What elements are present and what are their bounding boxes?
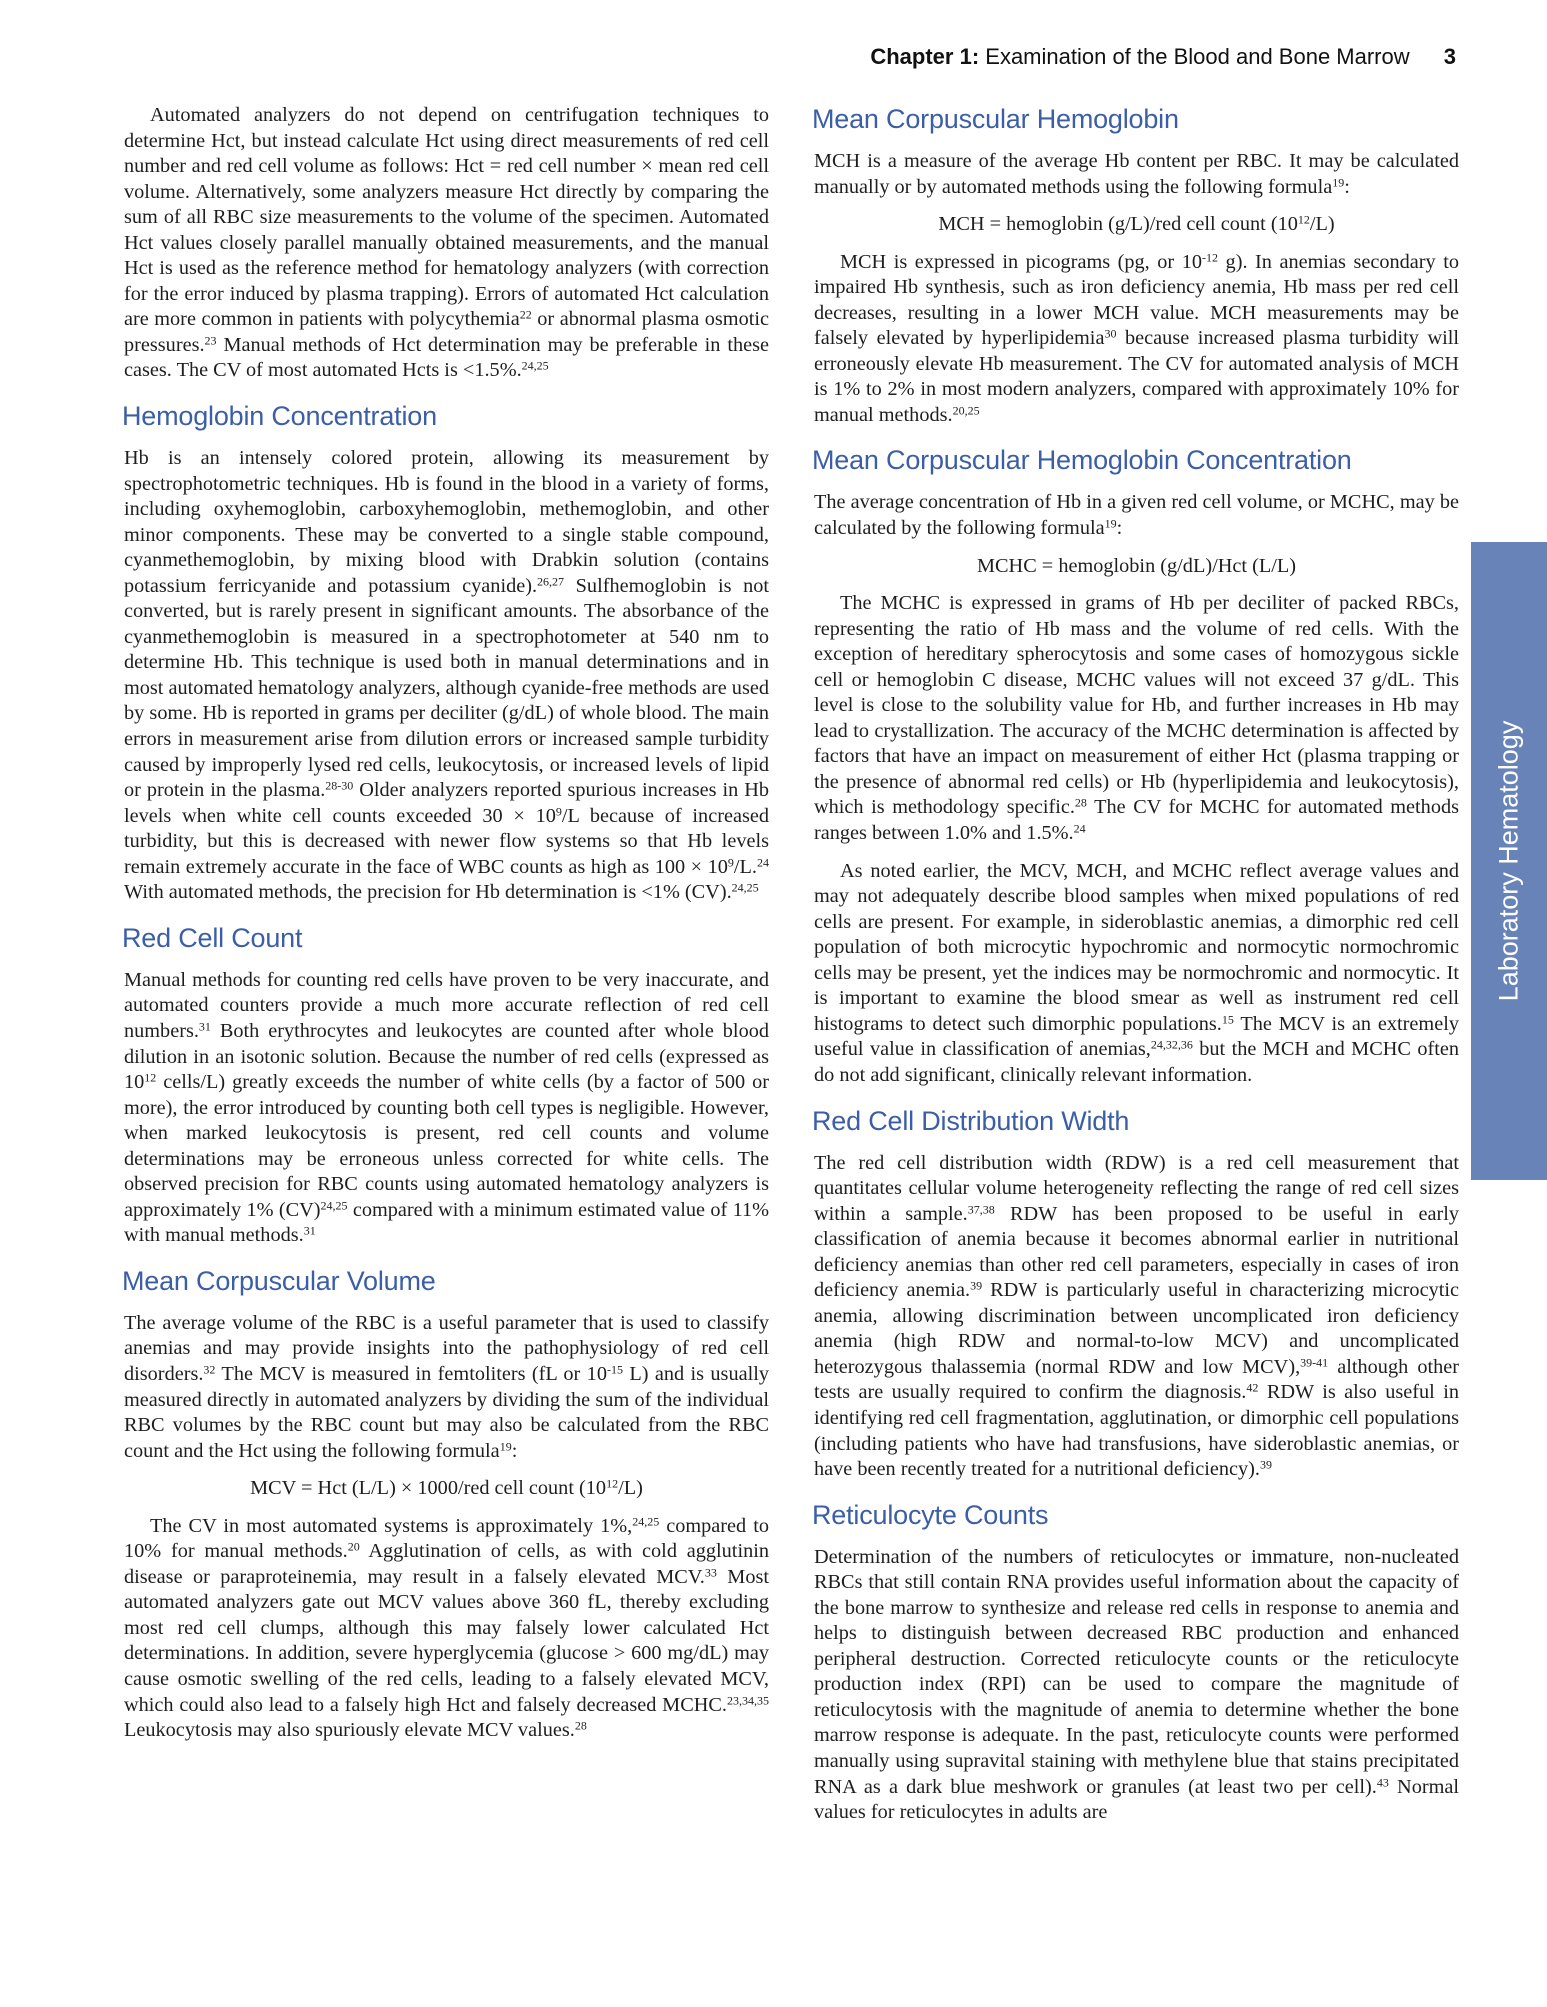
- section-side-tab: [1471, 542, 1547, 1180]
- paragraph-red-cell-count: Manual methods for counting red cells have proven to be very inaccurate, and automated counters provide a much more accurate reflection of red cell numbers.$^{31}$ Both erythrocytes and leukocytes are counted after whole blood dilution in an isotonic solution. Because the number of red cells (expressed as $10^{12}$ cells/L) greatly exceeds the number of white cells (by a factor of 500 or more), the error introduced by counting both cell types is negligible. However, when marked leukocytosis is present, red cell counts and volume determinations may be erroneous unless corrected for white cells. The observed precision for RBC counts using automated hematology analyzers is approximately 1% (CV)$^{24,25}$ compared with a minimum estimated value of 11% with manual methods.$^{31}$: [124, 968, 769, 1247]
- side-tab-label: Laboratory Hematology: [1493, 720, 1524, 1002]
- heading-mchc: Mean Corpuscular Hemoglobin Concentration: [812, 445, 1352, 476]
- left-column: [124, 103, 769, 1756]
- paragraph-reticulocytes: Determination of the numbers of reticulocytes or immature, non-nucleated RBCs that still contain RNA provides useful information about the capacity of the bone marrow to synthesize and release red cells in response to anemia and helps to distinguish between decreased RBC production and enhanced peripheral destruction. Corrected reticulocyte counts or the reticulocyte production index (RPI) can be used to compare the magnitude of reticulocytosis with the magnitude of anemia to determine whether the bone marrow response is adequate. In the past, reticulocyte counts were performed manually using supravital staining with methylene blue that stains precipitated RNA as a dark blue meshwork or granules (at least two per cell).$^{43}$ Normal values for reticulocytes in adults are: [814, 1545, 1459, 1824]
- heading-mean-corpuscular-volume: Mean Corpuscular Volume: [122, 1265, 436, 1296]
- formula-mchc: MCHC = hemoglobin (g/dL)/Hct (L/L): [977, 554, 1296, 577]
- heading-reticulocyte-counts: Reticulocyte Counts: [812, 1499, 1049, 1530]
- paragraph-mchc: The average concentration of Hb in a given red cell volume, or MCHC, may be calculated by the following formula$^{19}$:: [814, 491, 1459, 540]
- chapter-label: Chapter 1:: [870, 44, 980, 69]
- paragraph-hct: Automated analyzers do not depend on centrifugation techniques to determine Hct, but instead calculate Hct using direct measurements of red cell number and red cell volume as follows: Hct = red cell number × mean red cell volume. Alternatively, some analyzers measure Hct directly by comparing the sum of all RBC size measurements to the volume of the specimen. Automated Hct values closely parallel manually obtained measurements, and the manual Hct is used as the reference method for hematology analyzers (with correction for the error induced by plasma trapping). Errors of automated Hct calculation are more common in patients with polycythemia$^{22}$ or abnormal plasma osmotic pressures.$^{23}$ Manual methods of Hct determination may be preferable in these cases. The CV of most automated Hcts is <1.5%.$^{24,25}$: [124, 104, 769, 382]
- paragraph-mch-units: MCH is expressed in picograms (pg, or $10^{-12}$ g). In anemias secondary to impaired Hb synthesis, such as iron deficiency anemia, Hb mass per red cell decreases, resulting in a lower MCH value. MCH measurements may be falsely elevated by hyperlipidemia$^{30}$ because increased plasma turbidity will erroneously elevate Hb measurement. The CV for automated analysis of MCH is 1% to 2% in most modern analyzers, compared with approximately 10% for manual methods.$^{20,25}$: [814, 250, 1460, 426]
- paragraph-mch: MCH is a measure of the average Hb content per RBC. It may be calculated manually or by automated methods using the following formula$^{19}$:: [814, 150, 1459, 198]
- formula-mch: MCH = hemoglobin (g/L)/red cell count $(10^{12}/L)$: [938, 212, 1335, 236]
- heading-red-cell-count: Red Cell Count: [122, 922, 303, 953]
- running-header: [870, 44, 1456, 70]
- paragraph-mchc-units: The MCHC is expressed in grams of Hb per deciliter of packed RBCs, representing the ratio of Hb mass and the volume of red cells. With the exception of hereditary spherocytosis and some cases of homozygous sickle cell or hemoglobin C disease, MCHC values will not exceed 37 g/dL. This level is close to the solubility value for Hb, and further increases in Hb may lead to crystallization. The accuracy of the MCHC determination is affected by factors that have an impact on measurement of either Hct (plasma trapping or the presence of abnormal red cells) or Hb (hyperlipidemia and leukocytosis), which is methodology specific.$^{28}$ The CV for MCHC for automated methods ranges between 1.0% and 1.5%.$^{24}$: [814, 592, 1459, 845]
- heading-red-cell-distribution-width: Red Cell Distribution Width: [812, 1105, 1130, 1136]
- heading-mean-corpuscular-hemoglobin: Mean Corpuscular Hemoglobin: [812, 104, 1179, 134]
- paragraph-mcv-cv: The CV in most automated systems is approximately 1%,$^{24,25}$ compared to 10% for manual methods.$^{20}$ Agglutination of cells, as with cold agglutinin disease or paraproteinemia, may result in a falsely elevated MCV.$^{33}$ Most automated analyzers gate out MCV values above 360 fL, thereby excluding most red cell clumps, although this may falsely lower calculated Hct determinations. In addition, severe hyperglycemia (glucose > 600 mg/dL) may cause osmotic swelling of the red cells, leading to a falsely elevated MCV, which could also lead to a falsely high Hct and falsely decreased MCHC.$^{23,34,35}$ Leukocytosis may also spuriously elevate MCV values.$^{28}$: [124, 1514, 769, 1742]
- heading-hemoglobin-concentration: Hemoglobin Concentration: [122, 401, 437, 432]
- paragraph-mcv: The average volume of the RBC is a useful parameter that is used to classify anemias and may provide insights into the pathophysiology of red cell disorders.$^{32}$ The MCV is measured in femtoliters (fL or $10^{-15}$ L) and is usually measured directly in automated analyzers by dividing the sum of the individual RBC volumes by the RBC count but may also be calculated from the RBC count and the Hct using the following formula$^{19}$:: [124, 1311, 769, 1462]
- paragraph-rdw: The red cell distribution width (RDW) is a red cell measurement that quantitates cellular volume heterogeneity reflecting the range of red cell sizes within a sample.$^{37,38}$ RDW has been proposed to be useful in early classification of anemia because it becomes abnormal earlier in nutritional deficiency anemias than other red cell parameters, especially in cases of iron deficiency anemia.$^{39}$ RDW is particularly useful in characterizing microcytic anemia, allowing discrimination between uncomplicated iron deficiency anemia (high RDW and normal-to-low MCV) and uncomplicated heterozygous thalassemia (normal RDW and low MCV),$^{39-41}$ although other tests are usually required to confirm the diagnosis.$^{42}$ RDW is also useful in identifying red cell fragmentation, agglutination, or dimorphic cell populations (including patients who have had transfusions, have sideroblastic anemias, or have been recently treated for a nutritional deficiency).$^{39}$: [814, 1151, 1459, 1481]
- page-number: 3: [1443, 44, 1456, 69]
- formula-mcv: MCV = Hct (L/L) × 1000/red cell count $(10^{12}/L)$: [250, 1476, 643, 1500]
- paragraph-indices-note: As noted earlier, the MCV, MCH, and MCHC reflect average values and may not adequately describe blood samples when mixed populations of red cells are present. For example, in sideroblastic anemias, a dimorphic red cell population of both microcytic hypochromic and normocytic normochromic cells may be present, yet the indices may be normochromic and normocytic. It is important to examine the blood smear as well as instrument red cell histograms to detect such dimorphic populations.$^{15}$ The MCV is an extremely useful value in classification of anemias,$^{24,32,36}$ but the MCH and MCHC often do not add significant, clinically relevant information.: [814, 859, 1459, 1086]
- right-column: [814, 103, 1459, 1838]
- paragraph-hemoglobin: Hb is an intensely colored protein, allowing its measurement by spectrophotometric techniques. Hb is found in the blood in a variety of forms, including oxyhemoglobin, carboxyhemoglobin, methemoglobin, and other minor components. These may be converted to a single stable compound, cyanmethemoglobin, by mixing blood with Drabkin solution (contains potassium ferricyanide and potassium cyanide).$^{26,27}$ Sulfhemoglobin is not converted, but is rarely present in significant amounts. The absorbance of the cyanmethemoglobin is measured in a spectrophotometer at 540 nm to determine Hb. This technique is used both in manual determinations and in most automated hematology analyzers, although cyanide-free methods are used by some. Hb is reported in grams per deciliter (g/dL) of whole blood. The main errors in measurement arise from dilution errors or increased sample turbidity caused by improperly lysed red cells, leukocytosis, or increased levels of lipid or protein in the plasma.$^{28-30}$ Older analyzers reported spurious increases in Hb levels when white cell counts exceeded $30 \times 10^9/L$ because of increased turbidity, but this is decreased with newer flow systems so that Hb levels remain extremely accurate in the face of WBC counts as high as $100 \times 10^9/L.^{24}$ With automated methods, the precision for Hb determination is <1% (CV).$^{24,25}$: [124, 447, 769, 904]
- chapter-title: Examination of the Blood and Bone Marrow: [985, 44, 1410, 69]
